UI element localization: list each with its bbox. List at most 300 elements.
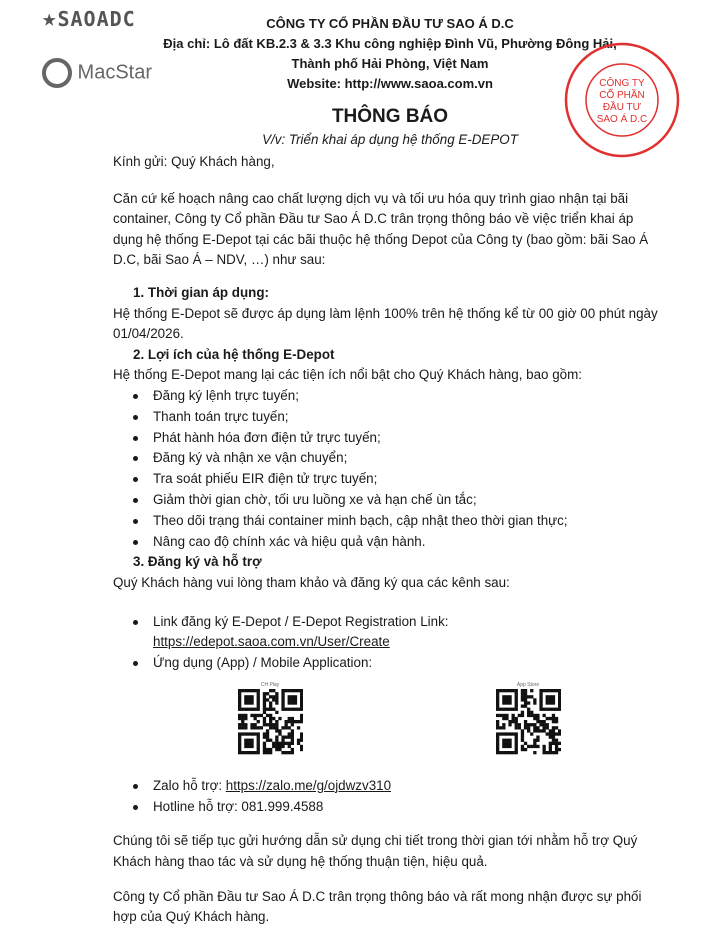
qr-module — [244, 732, 247, 735]
qr-module — [542, 723, 545, 726]
qr-module — [505, 689, 508, 692]
qr-module — [296, 720, 299, 723]
qr-module — [514, 698, 517, 701]
qr-module — [278, 748, 281, 751]
qr-module — [265, 714, 268, 717]
qr-module — [527, 711, 530, 714]
qr-module — [508, 742, 511, 745]
qr-module — [247, 701, 250, 704]
qr-module — [545, 726, 548, 729]
qr-chplay — [235, 682, 305, 763]
qr-module — [262, 701, 265, 704]
qr-module — [548, 745, 551, 748]
qr-module — [247, 707, 250, 710]
qr-module — [256, 701, 259, 704]
qr-module — [250, 726, 253, 729]
qr-module — [287, 695, 290, 698]
qr-module — [300, 698, 303, 701]
qr-module — [275, 735, 278, 738]
qr-module — [496, 692, 499, 695]
qr-module — [272, 689, 275, 692]
qr-module — [527, 695, 530, 698]
letterhead — [150, 14, 630, 94]
qr-module — [300, 745, 303, 748]
qr-module — [238, 723, 241, 726]
qr-module — [558, 701, 561, 704]
qr-module — [250, 745, 253, 748]
qr-module — [548, 735, 551, 738]
qr-module — [496, 689, 499, 692]
qr-module — [545, 732, 548, 735]
qr-module — [539, 707, 542, 710]
qr-module — [275, 745, 278, 748]
qr-module — [238, 692, 241, 695]
qr-module — [253, 689, 256, 692]
qr-module — [539, 723, 542, 726]
document-subtitle: V/v: Triển khai áp dụng hệ thống E-DEPOT — [262, 132, 518, 147]
qr-module — [253, 723, 256, 726]
qr-module — [523, 698, 526, 701]
section-3-heading: 3. Đăng ký và hỗ trợ — [133, 554, 262, 570]
qr-module — [256, 698, 259, 701]
qr-module — [275, 726, 278, 729]
qr-module — [238, 701, 241, 704]
qr-module — [496, 738, 499, 741]
qr-module — [244, 745, 247, 748]
qr-module — [300, 714, 303, 717]
qr-module — [238, 742, 241, 745]
qr-module — [290, 738, 293, 741]
qr-module — [259, 714, 262, 717]
qr-module — [514, 726, 517, 729]
qr-module — [265, 751, 268, 754]
qr-module — [284, 723, 287, 726]
qr-module — [502, 701, 505, 704]
stamp-line: SAO Á D.C — [596, 114, 648, 125]
qr-module — [554, 751, 557, 754]
qr-module — [244, 738, 247, 741]
qr-module — [290, 735, 293, 738]
qr-module — [256, 735, 259, 738]
qr-module — [253, 726, 256, 729]
qr-module — [250, 751, 253, 754]
qr-module — [505, 717, 508, 720]
qr-module — [269, 707, 272, 710]
qr-module — [502, 726, 505, 729]
qr-module — [241, 707, 244, 710]
qr-module — [533, 726, 536, 729]
qr-module — [296, 689, 299, 692]
qr-module — [545, 707, 548, 710]
qr-module — [517, 714, 520, 717]
qr-appstore — [493, 682, 563, 763]
qr-module — [496, 732, 499, 735]
qr-module — [287, 735, 290, 738]
qr-module — [269, 720, 272, 723]
qr-module — [250, 698, 253, 701]
qr-module — [533, 742, 536, 745]
qr-module — [554, 732, 557, 735]
qr-module — [533, 701, 536, 704]
qr-module — [247, 745, 250, 748]
qr-module — [287, 689, 290, 692]
qr-module — [269, 701, 272, 704]
qr-module — [275, 711, 278, 714]
registration-link[interactable]: https://edepot.saoa.com.vn/User/Create — [153, 634, 390, 650]
qr-module — [508, 732, 511, 735]
qr-module — [539, 692, 542, 695]
qr-module — [499, 689, 502, 692]
qr-module — [508, 698, 511, 701]
qr-module — [262, 704, 265, 707]
qr-module — [238, 751, 241, 754]
qr-module — [238, 717, 241, 720]
list-item: Đăng ký và nhận xe vận chuyển; — [153, 448, 658, 469]
document-body — [113, 152, 658, 928]
section-2-text: Hệ thống E-Depot mang lại các tiện ích nổi bật cho Quý Khách hàng, bao gồm: — [113, 367, 582, 383]
qr-module — [496, 748, 499, 751]
qr-module — [269, 723, 272, 726]
qr-module — [520, 745, 523, 748]
qr-module — [508, 745, 511, 748]
qr-module — [290, 729, 293, 732]
qr-module — [281, 692, 284, 695]
qr-module — [514, 751, 517, 754]
qr-module — [278, 742, 281, 745]
qr-module — [520, 698, 523, 701]
qr-code-chplay[interactable] — [238, 689, 303, 756]
qr-module — [275, 701, 278, 704]
qr-module — [244, 726, 247, 729]
qr-module — [293, 689, 296, 692]
qr-module — [287, 698, 290, 701]
qr-module — [250, 738, 253, 741]
qr-module — [275, 692, 278, 695]
qr-module — [293, 707, 296, 710]
qr-module — [551, 729, 554, 732]
qr-module — [287, 701, 290, 704]
qr-module — [241, 714, 244, 717]
qr-module — [250, 742, 253, 745]
qr-module — [499, 726, 502, 729]
qr-module — [542, 748, 545, 751]
qr-module — [551, 689, 554, 692]
qr-module — [250, 707, 253, 710]
qr-module — [523, 726, 526, 729]
qr-module — [281, 704, 284, 707]
qr-module — [256, 751, 259, 754]
qr-module — [287, 745, 290, 748]
qr-module — [275, 698, 278, 701]
qr-module — [508, 751, 511, 754]
qr-module — [502, 707, 505, 710]
qr-module — [558, 689, 561, 692]
qr-module — [517, 726, 520, 729]
qr-module — [499, 751, 502, 754]
qr-module — [496, 745, 499, 748]
qr-module — [284, 707, 287, 710]
qr-module — [244, 742, 247, 745]
qr-module — [505, 695, 508, 698]
qr-module — [250, 689, 253, 692]
qr-module — [520, 748, 523, 751]
qr-module — [551, 738, 554, 741]
qr-module — [284, 726, 287, 729]
qr-module — [293, 720, 296, 723]
qr-module — [262, 735, 265, 738]
qr-module — [244, 689, 247, 692]
qr-module — [514, 742, 517, 745]
qr-module — [514, 720, 517, 723]
qr-module — [527, 726, 530, 729]
qr-module — [250, 701, 253, 704]
qr-module — [520, 692, 523, 695]
qr-module — [290, 707, 293, 710]
qr-module — [520, 704, 523, 707]
qr-module — [533, 714, 536, 717]
list-item — [153, 776, 658, 797]
qr-module — [238, 695, 241, 698]
qr-module — [296, 738, 299, 741]
qr-module — [505, 698, 508, 701]
qr-module — [502, 732, 505, 735]
qr-module — [554, 738, 557, 741]
qr-module — [542, 714, 545, 717]
qr-module — [533, 729, 536, 732]
qr-module — [527, 701, 530, 704]
qr-module — [244, 714, 247, 717]
qr-module — [508, 707, 511, 710]
qr-module — [281, 707, 284, 710]
qr-module — [502, 698, 505, 701]
qr-module — [514, 707, 517, 710]
qr-module — [238, 732, 241, 735]
qr-module — [300, 735, 303, 738]
qr-module — [247, 738, 250, 741]
zalo-label: Zalo hỗ trợ: — [153, 777, 226, 793]
qr-module — [527, 745, 530, 748]
qr-module — [284, 689, 287, 692]
qr-module — [502, 714, 505, 717]
qr-module — [545, 695, 548, 698]
qr-module — [551, 701, 554, 704]
qr-module — [281, 735, 284, 738]
qr-module — [269, 726, 272, 729]
qr-module — [539, 701, 542, 704]
qr-module — [514, 745, 517, 748]
qr-module — [545, 701, 548, 704]
list-item: Thanh toán trực tuyến; — [153, 407, 658, 428]
qr-module — [262, 692, 265, 695]
qr-module — [554, 745, 557, 748]
qr-module — [290, 695, 293, 698]
qr-module — [250, 714, 253, 717]
qr-module — [558, 692, 561, 695]
zalo-link[interactable]: https://zalo.me/g/ojdwzv310 — [225, 777, 392, 793]
qr-module — [290, 742, 293, 745]
qr-module — [551, 726, 554, 729]
qr-module — [542, 720, 545, 723]
qr-module — [265, 723, 268, 726]
section-1-heading: 1. Thời gian áp dụng: — [133, 284, 269, 300]
qr-module — [530, 695, 533, 698]
qr-module — [502, 751, 505, 754]
qr-module — [508, 689, 511, 692]
qr-module — [539, 720, 542, 723]
qr-module — [244, 698, 247, 701]
qr-module — [293, 695, 296, 698]
qr-module — [296, 707, 299, 710]
qr-module — [241, 717, 244, 720]
qr-module — [548, 707, 551, 710]
qr-module — [514, 689, 517, 692]
list-item: Phát hành hóa đơn điện tử trực tuyến; — [153, 428, 658, 449]
qr-module — [514, 723, 517, 726]
qr-module — [300, 689, 303, 692]
qr-module — [259, 726, 262, 729]
qr-module — [558, 732, 561, 735]
qr-module — [554, 717, 557, 720]
qr-module — [517, 723, 520, 726]
document-title: THÔNG BÁO — [331, 106, 449, 127]
qr-module — [272, 742, 275, 745]
qr-module — [551, 735, 554, 738]
qr-row — [113, 682, 658, 768]
qr-module — [527, 723, 530, 726]
qr-module — [530, 723, 533, 726]
section-1-text: Hệ thống E-Depot sẽ được áp dụng làm lệnh 100% trên hệ thống kể từ 00 giờ 00 phút ngày 01/04/2026. — [113, 305, 658, 342]
qr-module — [536, 745, 539, 748]
registration-link-label: Link đăng ký E-Depot / E-Depot Registration Link: — [153, 613, 449, 629]
qr-module — [523, 720, 526, 723]
qr-module — [290, 751, 293, 754]
qr-module — [551, 751, 554, 754]
qr-module — [241, 732, 244, 735]
qr-module — [244, 717, 247, 720]
qr-module — [265, 735, 268, 738]
qr-module — [545, 689, 548, 692]
qr-code-appstore[interactable] — [496, 689, 561, 756]
qr-module — [502, 695, 505, 698]
qr-module — [253, 714, 256, 717]
qr-module — [539, 704, 542, 707]
company-city: Thành phố Hải Phòng, Việt Nam — [291, 56, 489, 71]
qr-module — [247, 732, 250, 735]
qr-module — [551, 720, 554, 723]
qr-module — [514, 695, 517, 698]
qr-module — [244, 695, 247, 698]
qr-module — [290, 717, 293, 720]
channels-list — [113, 612, 658, 674]
qr-module — [300, 717, 303, 720]
qr-module — [262, 748, 265, 751]
qr-module — [520, 689, 523, 692]
qr-module — [253, 732, 256, 735]
qr-module — [551, 714, 554, 717]
qr-module — [253, 717, 256, 720]
qr-module — [269, 751, 272, 754]
qr-module — [287, 742, 290, 745]
qr-module — [265, 729, 268, 732]
qr-module — [281, 751, 284, 754]
qr-module — [262, 745, 265, 748]
qr-module — [262, 711, 265, 714]
qr-module — [496, 698, 499, 701]
qr-module — [523, 723, 526, 726]
qr-module — [247, 689, 250, 692]
qr-module — [496, 735, 499, 738]
qr-module — [238, 738, 241, 741]
qr-module — [269, 738, 272, 741]
qr-module — [290, 689, 293, 692]
qr-module — [281, 745, 284, 748]
qr-module — [287, 751, 290, 754]
qr-module — [505, 751, 508, 754]
qr-module — [244, 723, 247, 726]
qr-module — [496, 742, 499, 745]
qr-module — [496, 726, 499, 729]
qr-module — [536, 738, 539, 741]
qr-module — [300, 732, 303, 735]
qr-module — [496, 701, 499, 704]
qr-module — [530, 711, 533, 714]
qr-module — [275, 748, 278, 751]
qr-module — [262, 751, 265, 754]
qr-module — [508, 738, 511, 741]
qr-module — [511, 707, 514, 710]
qr-module — [533, 738, 536, 741]
qr-module — [523, 704, 526, 707]
qr-module — [505, 714, 508, 717]
list-item: Giảm thời gian chờ, tối ưu luồng xe và hạn chế ùn tắc; — [153, 490, 658, 511]
qr-module — [496, 714, 499, 717]
qr-module — [551, 732, 554, 735]
qr-module — [514, 704, 517, 707]
qr-module — [539, 698, 542, 701]
qr-module — [296, 726, 299, 729]
saoadc-logo: ★SAOADC — [42, 4, 136, 32]
qr-module — [505, 738, 508, 741]
qr-module — [269, 704, 272, 707]
qr-module — [508, 723, 511, 726]
qr-module — [275, 723, 278, 726]
qr-module — [275, 729, 278, 732]
qr-module — [253, 751, 256, 754]
qr-module — [539, 729, 542, 732]
qr-module — [256, 704, 259, 707]
qr-module — [520, 729, 523, 732]
qr-module — [554, 707, 557, 710]
qr-module — [287, 732, 290, 735]
qr-module — [269, 717, 272, 720]
qr-module — [238, 726, 241, 729]
qr-module — [300, 738, 303, 741]
list-item: Nâng cao độ chính xác và hiệu quả vận hành. — [153, 532, 658, 553]
company-website: Website: http://www.saoa.com.vn — [287, 76, 493, 91]
qr-module — [508, 701, 511, 704]
qr-module — [256, 689, 259, 692]
section-3-text: Quý Khách hàng vui lòng tham khảo và đăng ký qua các kênh sau: — [113, 574, 510, 590]
intro-paragraph: Căn cứ kế hoạch nâng cao chất lượng dịch vụ và tối ưu hóa quy trình giao nhận tại bãi container, Công ty Cổ phần Đầu tư Sao Á D.C trân trọng thông báo về việc triển khai áp dụng hệ thống E-Depot tại các bãi thuộc hệ thống Depot của Công ty (bao gồm: bãi Sao Á D.C, bãi Sao Á – NDV, …) như sau: — [113, 190, 649, 268]
qr-module — [238, 748, 241, 751]
qr-module — [542, 707, 545, 710]
qr-module — [278, 732, 281, 735]
list-item: Đăng ký lệnh trực tuyến; — [153, 386, 658, 407]
qr-module — [256, 732, 259, 735]
qr-module — [241, 720, 244, 723]
qr-module — [548, 729, 551, 732]
list-item: Tra soát phiếu EIR điện tử trực tuyến; — [153, 469, 658, 490]
